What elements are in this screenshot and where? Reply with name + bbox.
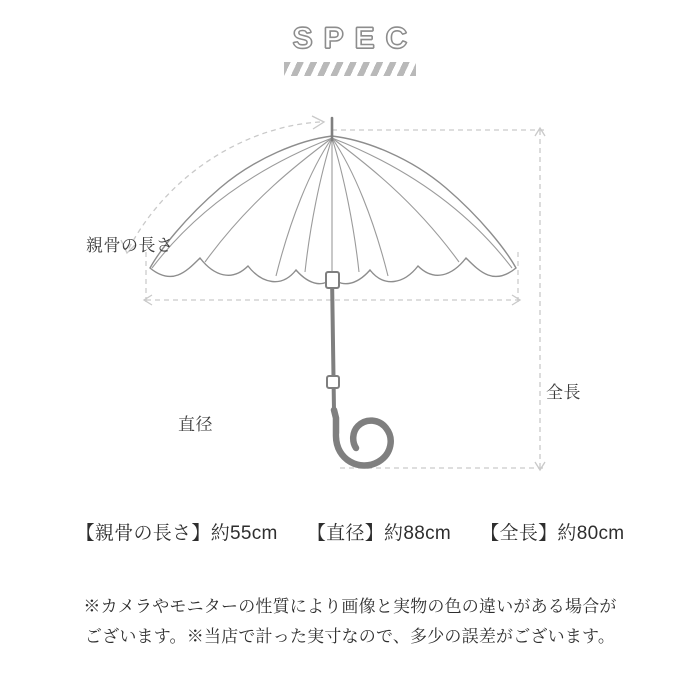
page-title-block (0, 22, 700, 76)
disclaimer-line-1: ※カメラやモニターの性質により画像と実物の色の違いがある場合が (83, 597, 617, 616)
spec-rib-length: 【親骨の長さ】約55cm (75, 523, 278, 544)
umbrella-spec-diagram (0, 100, 700, 500)
spec-total-length: 【全長】約80cm (480, 523, 625, 544)
disclaimer-line-2: ございます。※当店で計った実寸なので、多少の誤差がございます。 (84, 627, 616, 646)
diagonal-stripes-decoration (284, 62, 416, 76)
disclaimer-note (0, 592, 700, 652)
vertical-dimension-arrow-icon (535, 128, 545, 470)
spec-diameter: 【直径】約88cm (306, 523, 452, 544)
rib-length-label: 親骨の長さ (86, 236, 174, 255)
umbrella-shaft (332, 276, 334, 410)
diameter-label: 直径 (178, 415, 213, 434)
umbrella-handle (334, 410, 391, 466)
total-length-label: 全長 (546, 383, 581, 402)
page-title: SPEC (292, 22, 419, 55)
umbrella-illustration (0, 100, 700, 500)
spec-summary-line (0, 518, 700, 545)
